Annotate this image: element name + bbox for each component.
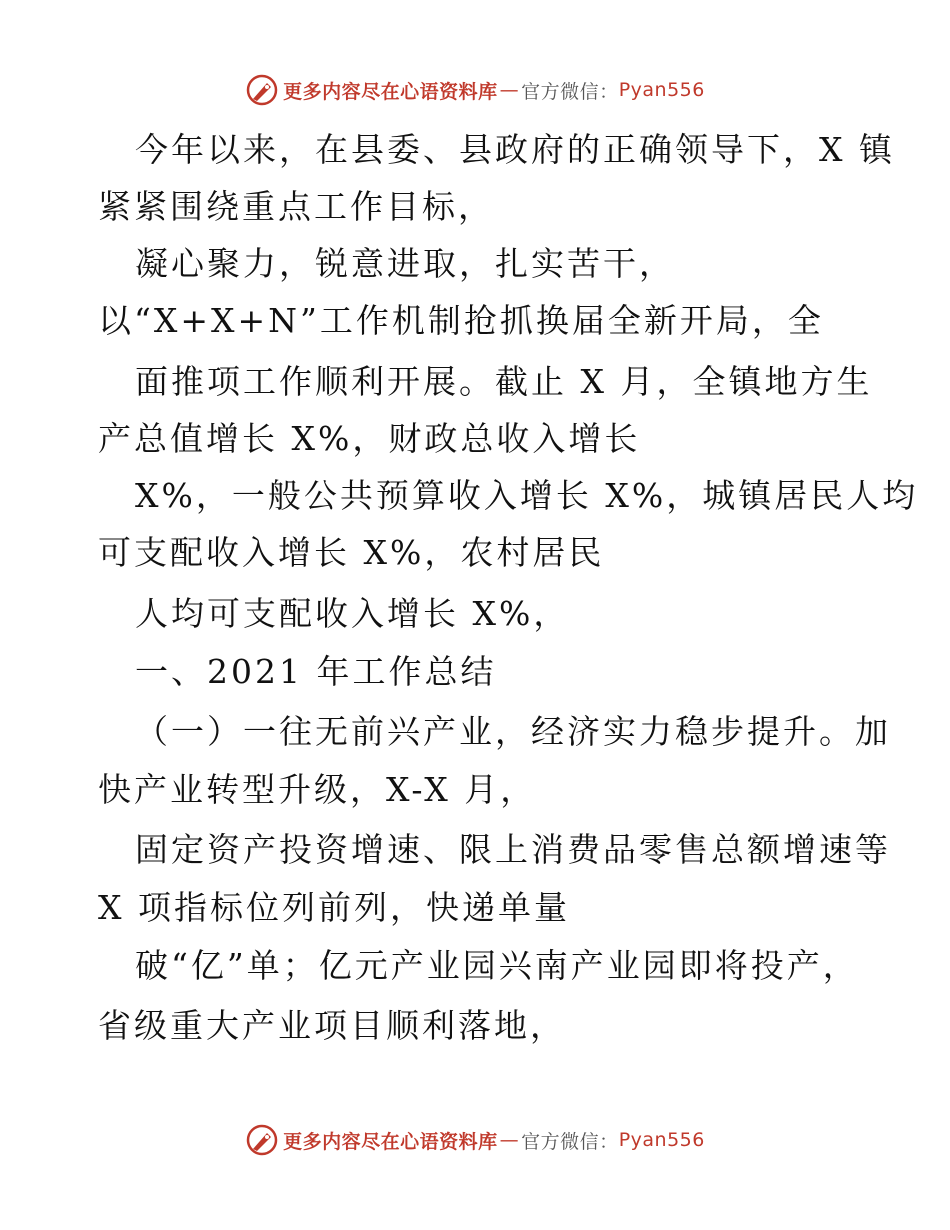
section-heading: 一、2021 年工作总结 — [135, 652, 497, 691]
body-line: 人均可支配收入增长 X%， — [135, 594, 570, 633]
body-line: 凝心聚力，锐意进取，扎实苦干， — [135, 244, 675, 283]
body-line: X%，一般公共预算收入增长 X%，城镇居民人均 — [135, 476, 919, 515]
body-line: 产总值增长 X%，财政总收入增长 — [98, 419, 641, 458]
body-line: 固定资产投资增速、限上消费品零售总额增速等 — [135, 830, 891, 869]
watermark-dash: — — [499, 79, 520, 101]
pen-nib-logo-icon — [245, 1123, 279, 1157]
body-line: 省级重大产业项目顺利落地， — [98, 1006, 566, 1045]
pen-nib-logo-icon — [245, 73, 279, 107]
watermark-wechat-id: Pyan556 — [618, 79, 705, 101]
body-line: 以“X+X+N”工作机制抢抓换届全新开局，全 — [98, 301, 824, 340]
body-line: （一）一往无前兴产业，经济实力稳步提升。加 — [135, 712, 891, 751]
body-line: 快产业转型升级，X-X 月， — [98, 770, 537, 809]
body-line: 面推项工作顺利开展。截止 X 月，全镇地方生 — [135, 362, 873, 401]
body-line: 可支配收入增长 X%，农村居民 — [98, 533, 605, 572]
watermark-wechat-id: Pyan556 — [618, 1129, 705, 1151]
page-header-watermark — [0, 72, 950, 108]
body-line: 紧紧围绕重点工作目标， — [98, 187, 494, 226]
watermark-dash: — — [499, 1129, 520, 1151]
body-line: X 项指标位列前列，快递单量 — [98, 888, 570, 927]
watermark-main-text: 更多内容尽在心语资料库 — [283, 80, 498, 103]
body-line: 今年以来，在县委、县政府的正确领导下，X 镇 — [135, 130, 895, 169]
page-footer-watermark — [0, 1122, 950, 1158]
body-line: 破“亿”单；亿元产业园兴南产业园即将投产， — [135, 946, 859, 985]
watermark-main-text: 更多内容尽在心语资料库 — [283, 1130, 498, 1153]
watermark-label: 官方微信： — [521, 1130, 619, 1153]
watermark-label: 官方微信： — [521, 80, 619, 103]
